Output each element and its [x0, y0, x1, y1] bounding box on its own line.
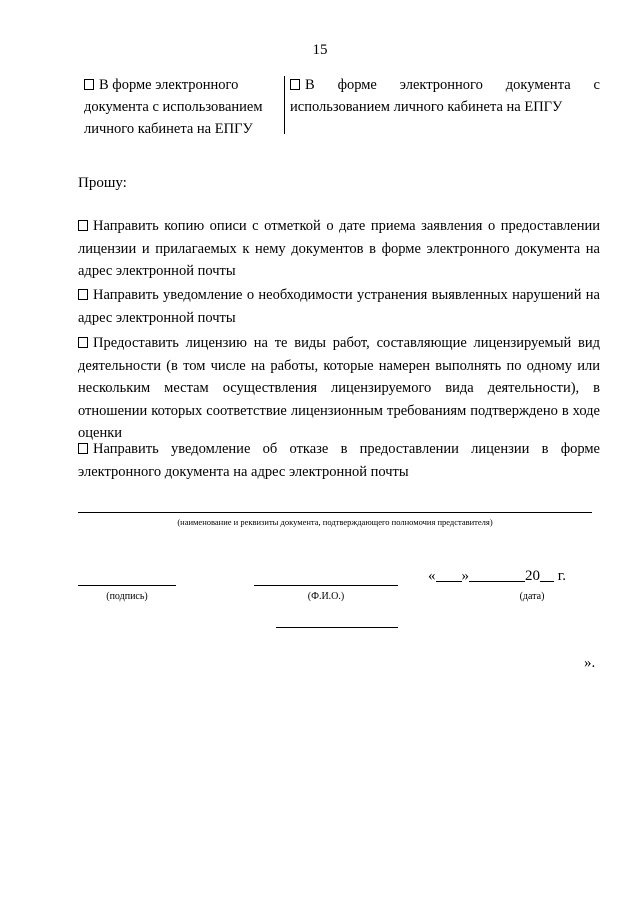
option-right — [290, 74, 600, 118]
representative-document-line[interactable] — [78, 512, 592, 513]
page-number: 15 — [312, 42, 328, 58]
request-heading: Прошу: — [78, 175, 127, 191]
date-close-quote: » — [461, 568, 469, 584]
request-text: Предоставить лицензию на те виды работ, составляющие лицензируемый вид деятельности (в том числе на работы, которые намерен выполнять по одному или нескольким местам осуществления лицензируемого вида деятельности), в отношении которых соответствие лицензионным требованиям подтверждено в ходе оценки — [78, 335, 600, 441]
checkbox-electronic-right[interactable] — [290, 79, 300, 90]
request-text: Направить уведомление о необходимости устранения выявленных нарушений на адрес электронной почты — [78, 287, 600, 326]
year-prefix: 20 — [525, 568, 540, 584]
checkbox-request-4[interactable] — [78, 443, 88, 454]
year-blank[interactable] — [540, 567, 554, 582]
checkbox-request-2[interactable] — [78, 289, 88, 300]
date-open-quote: « — [428, 568, 436, 584]
request-item — [78, 332, 600, 445]
representative-document-caption: (наименование и реквизиты документа, подтверждающего полномочия представителя) — [177, 517, 493, 527]
option-right-label: В форме электронного документа с использованием личного кабинета на ЕПГУ — [290, 77, 600, 115]
column-divider — [284, 76, 285, 134]
year-suffix: г. — [557, 568, 566, 584]
option-left — [84, 74, 276, 140]
option-left-label: В форме электронного документа с использованием личного кабинета на ЕПГУ — [84, 77, 263, 137]
checkbox-request-1[interactable] — [78, 220, 88, 231]
checkbox-electronic-left[interactable] — [84, 79, 94, 90]
request-item — [78, 215, 600, 283]
date-field[interactable] — [428, 567, 566, 585]
month-blank[interactable] — [469, 567, 525, 582]
request-item — [78, 438, 600, 483]
request-text: Направить копию описи с отметкой о дате приема заявления о предоставлении лицензии и прилагаемых к нему документов в форме электронного документа на адрес электронной почты — [78, 218, 600, 279]
full-name-label: (Ф.И.О.) — [307, 591, 345, 602]
full-name-line[interactable] — [254, 585, 398, 586]
additional-line[interactable] — [276, 627, 398, 628]
signature-line[interactable] — [78, 585, 176, 586]
request-item — [78, 284, 600, 329]
date-label: (дата) — [519, 591, 545, 602]
checkbox-request-3[interactable] — [78, 337, 88, 348]
closing-mark: ». — [584, 655, 596, 671]
signature-label: (подпись) — [106, 591, 148, 602]
day-blank[interactable] — [436, 567, 462, 582]
request-text: Направить уведомление об отказе в предоставлении лицензии в форме электронного документа на адрес электронной почты — [78, 441, 600, 480]
